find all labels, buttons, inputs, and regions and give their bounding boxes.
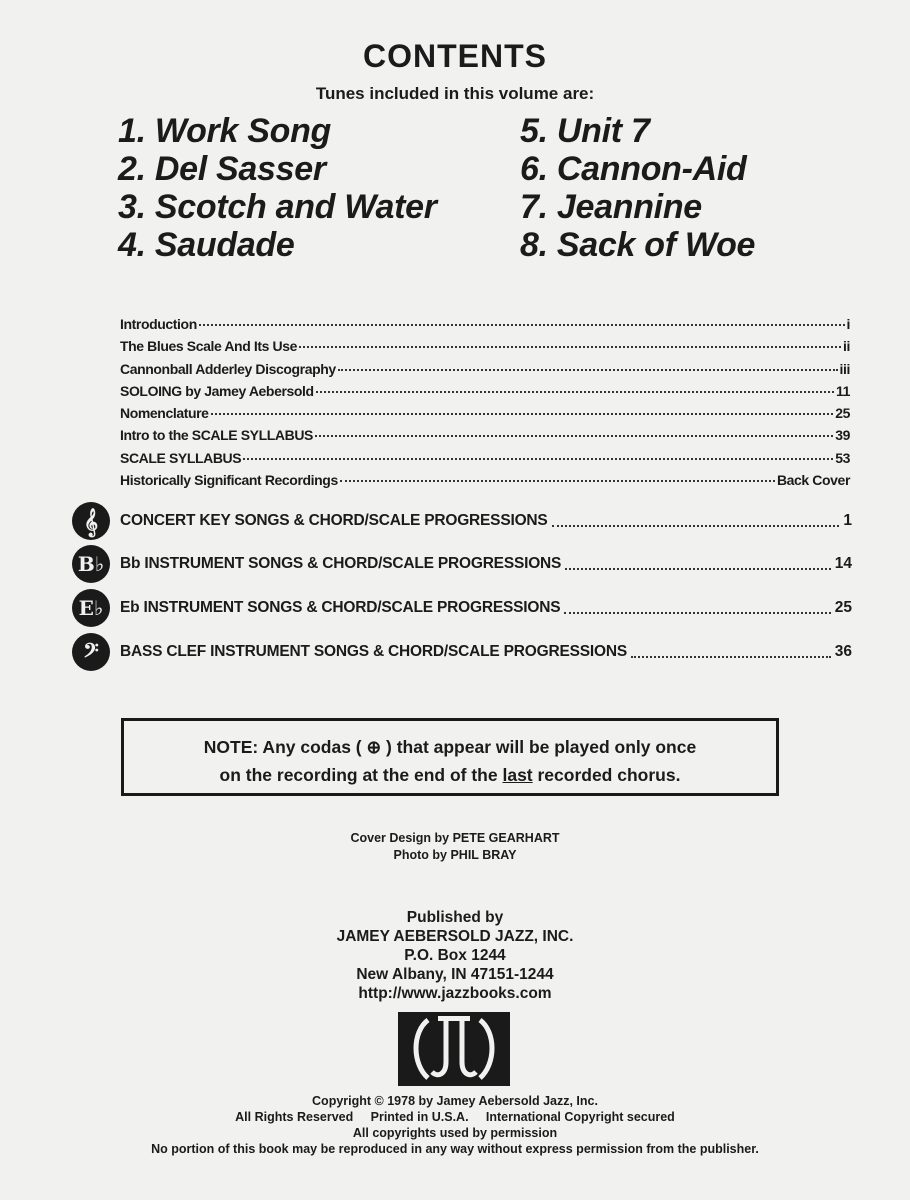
- section-e-flat: [72, 588, 852, 628]
- toc-label: SOLOING by Jamey Aebersold: [120, 382, 314, 399]
- reproduction-notice: No portion of this book may be reproduced in any way without express permission from the publisher.: [151, 1142, 759, 1156]
- toc-label: Intro to the SCALE SYLLABUS: [120, 427, 313, 444]
- tune-item: 8. Sack of Woe: [520, 226, 756, 264]
- section-b-flat: [72, 544, 852, 584]
- jamey-aebersold-logo-icon: [398, 1012, 510, 1086]
- section-page: 1: [843, 512, 852, 529]
- toc-label: Cannonball Adderley Discography: [120, 360, 336, 377]
- section-page: 14: [834, 555, 852, 572]
- bass-clef-icon: 𝄢: [72, 633, 110, 671]
- permission-line: All copyrights used by permission: [352, 1126, 558, 1140]
- section-label: CONCERT KEY SONGS & CHORD/SCALE PROGRESSIONS: [120, 512, 548, 529]
- treble-clef-icon: 𝄞: [72, 502, 110, 540]
- note-text: on the recording at the end of the: [219, 765, 503, 785]
- section-label: BASS CLEF INSTRUMENT SONGS & CHORD/SCALE PROGRESSIONS: [120, 643, 627, 660]
- toc-page: 11: [836, 382, 850, 399]
- toc-page: Back Cover: [776, 472, 850, 489]
- copyright-block: [0, 1093, 910, 1157]
- toc-label: Nomenclature: [120, 405, 209, 422]
- toc-entry: [120, 361, 850, 383]
- toc-label: The Blues Scale And Its Use: [120, 338, 297, 355]
- publisher-city: New Albany, IN 47151-1244: [356, 966, 554, 983]
- section-label: Eb INSTRUMENT SONGS & CHORD/SCALE PROGRESSIONS: [120, 599, 561, 616]
- section-concert: [72, 501, 852, 541]
- tune-item: 6. Cannon-Aid: [520, 150, 747, 188]
- dot-leader: [552, 525, 840, 527]
- toc-entry: [120, 338, 850, 360]
- note-line-2: [124, 761, 776, 789]
- tune-item: 1. Work Song: [118, 112, 332, 150]
- toc-page: 25: [835, 405, 850, 422]
- toc-label: Historically Significant Recordings: [120, 472, 338, 489]
- tune-item: 7. Jeannine: [520, 188, 702, 226]
- toc-entry: [120, 450, 850, 472]
- dot-leader: [211, 413, 834, 415]
- publisher-info: [0, 908, 910, 1003]
- toc-entry: [120, 472, 850, 494]
- tune-item: 5. Unit 7: [520, 112, 650, 150]
- toc-page: 53: [835, 449, 850, 466]
- published-by: Published by: [406, 909, 504, 926]
- tune-item: 4. Saudade: [118, 226, 295, 264]
- dot-leader: [338, 369, 838, 371]
- dot-leader: [565, 568, 831, 570]
- photo-credit: Photo by PHIL BRAY: [393, 848, 517, 862]
- publisher-url[interactable]: http://www.jazzbooks.com: [358, 985, 552, 1002]
- credits: [0, 830, 910, 864]
- toc-page: 39: [835, 427, 850, 444]
- dot-leader: [564, 612, 830, 614]
- toc-label: SCALE SYLLABUS: [120, 449, 242, 466]
- toc-page: ii: [843, 338, 850, 355]
- toc-entry: [120, 316, 850, 338]
- tune-item: 2. Del Sasser: [118, 150, 326, 188]
- dot-leader: [316, 391, 834, 393]
- toc-entry: [120, 383, 850, 405]
- dot-leader: [631, 656, 831, 658]
- toc-label: Introduction: [120, 316, 197, 332]
- dot-leader: [315, 435, 833, 437]
- cover-credit: Cover Design by PETE GEARHART: [350, 831, 560, 845]
- section-page: 25: [834, 599, 852, 616]
- e-flat-icon: E♭: [72, 589, 110, 627]
- page-title: CONTENTS: [363, 38, 547, 74]
- section-label: Bb INSTRUMENT SONGS & CHORD/SCALE PROGRESSIONS: [120, 555, 562, 572]
- dot-leader: [199, 324, 845, 326]
- note-line-1: NOTE: Any codas ( ⊕ ) that appear will be played only once: [203, 737, 697, 757]
- page-subtitle: Tunes included in this volume are:: [315, 84, 595, 103]
- section-bass-clef: [72, 632, 852, 672]
- toc-entry: [120, 405, 850, 427]
- copyright-line: Copyright © 1978 by Jamey Aebersold Jazz, Inc.: [312, 1094, 598, 1108]
- rights-line: All Rights Reserved Printed in U.S.A. International Copyright secured: [235, 1110, 675, 1124]
- section-page: 36: [834, 643, 852, 660]
- toc-entry: [120, 427, 850, 449]
- dot-leader: [243, 458, 833, 460]
- b-flat-icon: B♭: [72, 545, 110, 583]
- note-underlined-word: last: [502, 765, 533, 785]
- tune-item: 3. Scotch and Water: [118, 188, 437, 226]
- note-text: recorded chorus.: [532, 765, 681, 785]
- dot-leader: [299, 346, 841, 348]
- publisher-po-box: P.O. Box 1244: [404, 947, 506, 964]
- dot-leader: [340, 480, 775, 482]
- coda-note-box: [121, 718, 779, 796]
- toc-page: iii: [839, 360, 850, 377]
- toc-page: i: [846, 316, 850, 332]
- table-of-contents: [120, 316, 850, 494]
- publisher-name: JAMEY AEBERSOLD JAZZ, INC.: [336, 928, 574, 945]
